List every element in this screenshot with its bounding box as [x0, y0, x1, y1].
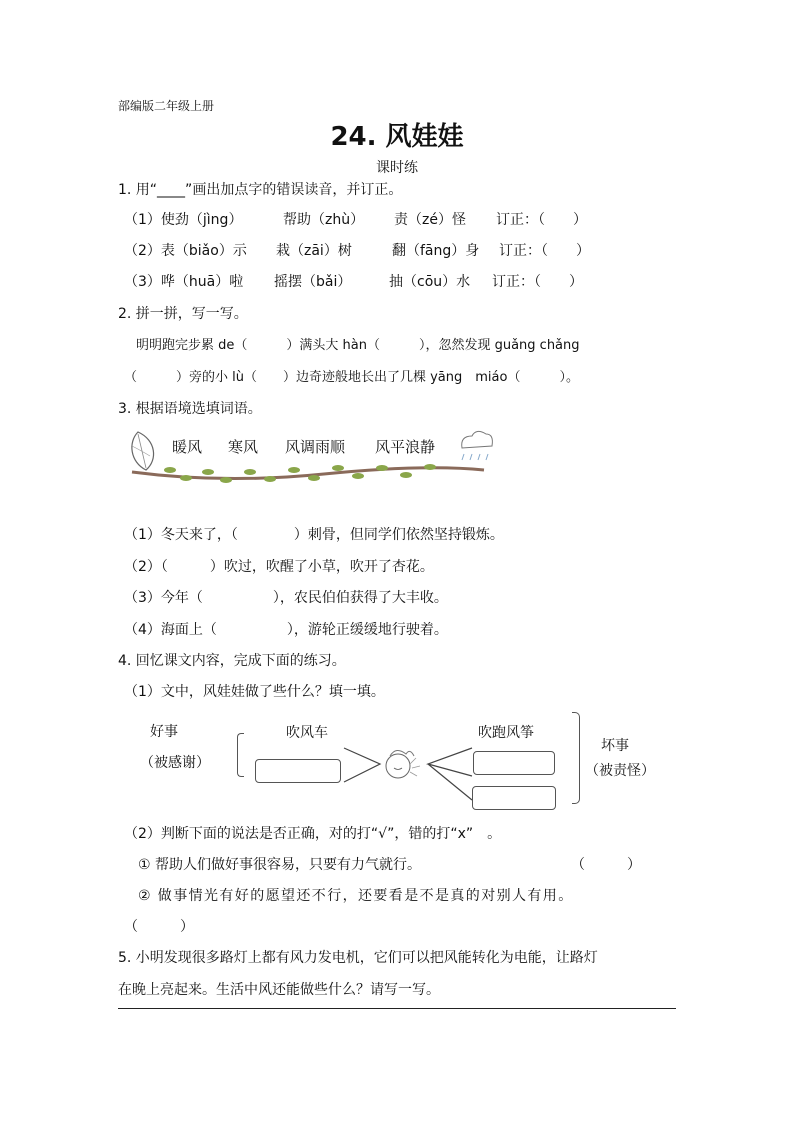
bad-item-label: 吹跑风筝	[478, 725, 534, 741]
bad-deeds-note: （被责怪）	[585, 763, 655, 779]
q2-line2[interactable]: （ ）旁的小 lù（ ）边奇迹般地长出了几棵 yāng miáo（ ）。	[124, 370, 579, 385]
bad-deed-answer-box-1[interactable]	[473, 751, 555, 775]
q1-row3-correction[interactable]: 订正：（ ）	[492, 274, 583, 290]
q2-line1[interactable]: 明明跑完步累 de（ ）满头大 hàn（ ），忽然发现 guǎng chǎng	[136, 338, 580, 353]
q4-sub1: （1）文中，风娃娃做了些什么？填一填。	[124, 684, 385, 700]
q1-row1-item2: 帮助（zhù）	[283, 212, 365, 228]
word-cold-wind: 寒风	[228, 438, 259, 456]
good-deeds-note: （被感谢）	[140, 755, 210, 771]
left-brace	[237, 733, 244, 777]
q3-item2[interactable]: （2）（ ）吹过，吹醒了小草，吹开了杏花。	[124, 559, 434, 575]
wind-child-icon	[386, 750, 420, 778]
right-brace	[572, 712, 580, 804]
q1-row2-item3: 翻（fāng）身	[392, 243, 480, 259]
q3-item4[interactable]: （4）海面上（ ），游轮正缓缓地行驶着。	[124, 622, 448, 638]
q1-heading: 1. 用“____”画出加点字的错误读音，并订正。	[118, 182, 403, 198]
q3-item1[interactable]: （1）冬天来了，（ ）刺骨，但同学们依然坚持锻炼。	[124, 527, 504, 543]
judge-answer-2[interactable]: （ ）	[124, 919, 194, 935]
q1-row3-item3: 抽（cōu）水	[389, 274, 471, 290]
bad-deed-answer-box-2[interactable]	[472, 786, 556, 810]
word-favorable-weather: 风调雨顺	[285, 438, 346, 456]
q1-row3-item1: （3）哗（huā）啦	[124, 274, 244, 290]
judge-statement-1: ① 帮助人们做好事很容易，只要有力气就行。	[138, 857, 421, 873]
q1-row3-item2: 摇摆（bǎi）	[274, 274, 352, 290]
page-subtitle: 课时练	[376, 160, 418, 176]
q3-item3[interactable]: （3）今年（ ），农民伯伯获得了大丰收。	[124, 590, 448, 606]
answer-line[interactable]	[118, 1008, 676, 1009]
bad-deeds-label: 坏事	[601, 738, 629, 754]
q1-row1-correction[interactable]: 订正：（ ）	[496, 212, 587, 228]
leaf-icon	[132, 432, 154, 470]
judge-answer-1[interactable]: （ ）	[571, 857, 641, 873]
judge-statement-2: ② 做事情光有好的愿望还不行，还要看是不是真的对别人有用。	[138, 888, 574, 904]
q1-row2-item1: （2）表（biǎo）示	[124, 243, 247, 259]
q1-row1-item3: 责（zé）怪	[394, 212, 466, 228]
rain-cloud-icon	[462, 431, 493, 460]
q2-heading: 2. 拼一拼，写一写。	[118, 306, 248, 322]
wind-child-diagram	[340, 742, 476, 806]
q4-heading: 4. 回忆课文内容，完成下面的练习。	[118, 653, 346, 669]
good-item-label: 吹风车	[286, 725, 328, 741]
good-deeds-label: 好事	[150, 724, 178, 740]
q1-row2-item2: 栽（zāi）树	[276, 243, 352, 259]
q1-row1-item1: （1）使劲（jìng）	[124, 212, 243, 228]
good-deed-answer-box[interactable]	[255, 759, 341, 783]
q1-row2-correction[interactable]: 订正：（ ）	[499, 243, 590, 259]
edition-label: 部编版二年级上册	[118, 99, 215, 113]
page-title: 24. 风娃娃	[330, 122, 464, 152]
word-warm-wind: 暖风	[172, 438, 203, 456]
q3-heading: 3. 根据语境选填词语。	[118, 401, 262, 417]
q4-sub2: （2）判断下面的说法是否正确，对的打“√”，错的打“x” 。	[124, 826, 502, 842]
q5-line2: 在晚上亮起来。生活中风还能做些什么？请写一写。	[118, 982, 440, 998]
word-calm-sea: 风平浪静	[375, 438, 436, 456]
q5-line1: 5. 小明发现很多路灯上都有风力发电机，它们可以把风能转化为电能，让路灯	[118, 950, 598, 966]
